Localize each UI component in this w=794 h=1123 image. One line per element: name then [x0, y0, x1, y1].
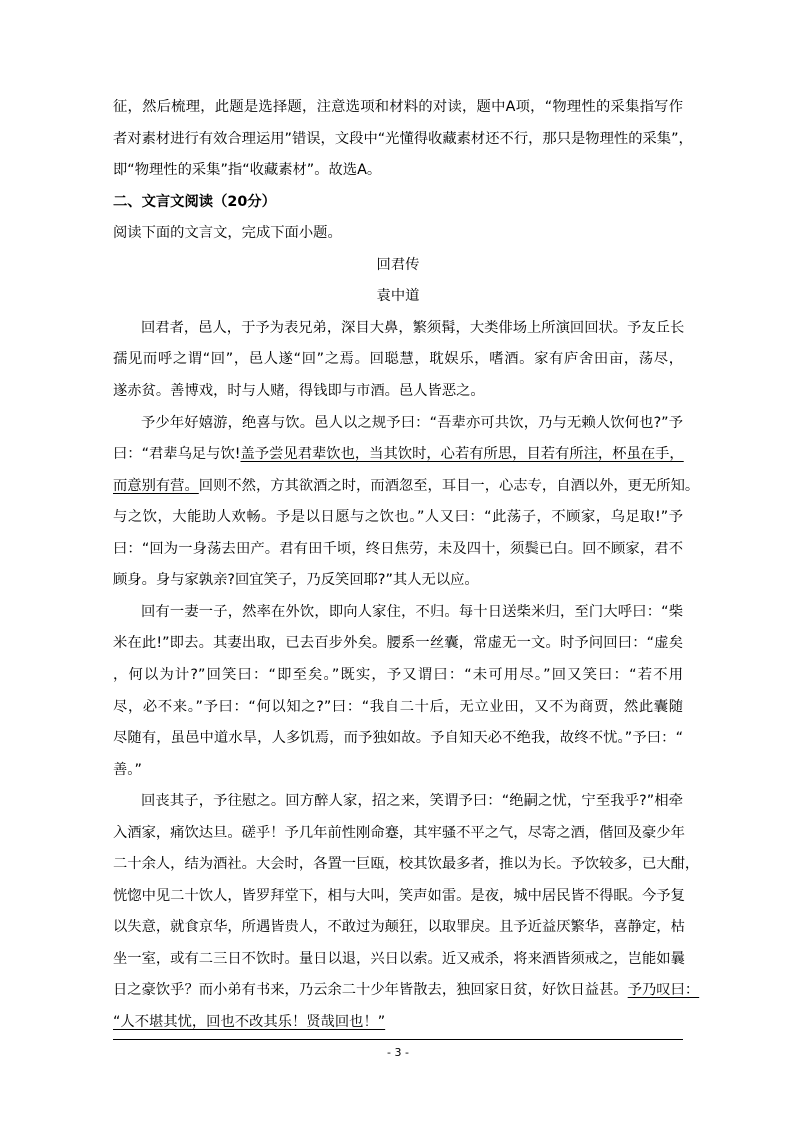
text-line: 遂赤贫。善博戏，时与人赌，得钱即与市酒。邑人皆恶之。: [113, 383, 485, 399]
text-line: 孺见而呼之谓“回”，邑人遂“回”之焉。回聪慧，耽娱乐，嗜酒。家有庐舍田亩，荡尽，: [113, 351, 683, 368]
text-line: 回丧其子，予往慰之。回方醉人家，招之来，笑谓予曰：“绝嗣之忧，宁至我乎?”相牵: [141, 793, 683, 810]
text-line: 顾身。身与家孰亲?回宜笑子，乃反笑回耶?”其人无以应。: [113, 572, 479, 589]
text-line: [113, 476, 700, 496]
text-line: [113, 980, 700, 1000]
section-heading: 二、文言文阅读（20分）: [113, 193, 276, 210]
underlined-sentence: 而意别有营。: [113, 477, 199, 494]
text-line: 二十余人，结为酒社。大会时，各置一巨瓯，校其饮最多者，推以为长。予饮较多，已大酣，: [113, 856, 700, 873]
text-line: 尽，必不来。”予曰：“何以知之?”曰：“我自二十后，无立业田，又不为商贾，然此囊随: [113, 698, 683, 715]
text-line: ，何以为计?”回笑曰：“即至矣。”既实，予又谓曰：“未可用尽。”回又笑曰：“若不用: [113, 666, 683, 683]
text-line: [113, 1012, 683, 1032]
underlined-sentence: 盖予尝见君辈饮也，当其饮时，心若有所思，目若有所注，杯虽在手，: [240, 446, 684, 463]
text-line: 与之饮，大能助人欢畅。予是以日愿与之饮也。”人又曰：“此荡子，不顾家，乌足取!”予: [113, 509, 683, 526]
text-line: 征，然后梳理，此题是选择题，注意选项和材料的对读，题中A项，“物理性的采集指写作: [113, 99, 683, 115]
page-number: - 3 -: [387, 1046, 409, 1059]
text-segment: 回则不然，方其欲酒之时，而酒忽至，耳目一，心志专，自酒以外，更无所知。: [198, 477, 700, 494]
text-segment: 日之豪饮乎？而小弟有书来，乃云余二十少年皆散去，独回家日贫，好饮日益甚。: [113, 982, 628, 999]
text-line: 曰：“回为一身荡去田产。君有田千顷，终日焦劳，未及四十，须鬓已白。回不顾家，君不: [113, 540, 683, 557]
passage-title: 回君传: [376, 256, 420, 273]
text-line: 以失意，就食京华，所遇皆贵人，不敢过为颠狂，以取罪戾。且予近益厌繁华，喜静定，枯: [113, 919, 685, 936]
text-line: 即“物理性的采集”指“收藏素材”。故选A。: [113, 162, 382, 179]
footer-rule: [113, 1039, 683, 1040]
text-line: 回君者，邑人，于予为表兄弟，深目大鼻，繁须髯，大类俳场上所演回回状。予友丘长: [141, 319, 685, 336]
text-line: 米在此!”即去。其妻出取，已去百步外矣。腰系一丝囊，常虚无一文。时予问回曰：“虚矣: [113, 635, 683, 652]
text-line: 坐一室，或有二三日不饮时。量日以退，兴日以索。近又戒杀，将来酒皆须戒之，岂能如曩: [113, 950, 685, 967]
text-line: 回有一妻一子，然率在外饮，即向人家住，不归。每十日送柴米归，至门大呼曰：“柴: [141, 603, 683, 620]
text-line: [113, 444, 683, 464]
passage-author: 袁中道: [376, 288, 420, 305]
text-line: 尽随有，虽邑中道水旱，人多饥焉，而予独如故。予自知天必不绝我，故终不忧。”予曰：“: [113, 730, 683, 746]
text-line: 入酒家，痛饮达旦。磋乎！予几年前性刚命蹇，其牢骚不平之气，尽寄之酒，偕回及豪少年: [113, 824, 685, 841]
text-line: 予少年好嬉游，绝喜与饮。邑人以之规予曰：“吾辈亦可共饮，乃与无赖人饮何也?”予: [141, 414, 683, 431]
instruction-text: 阅读下面的文言文，完成下面小题。: [113, 225, 342, 242]
underlined-sentence: “人不堪其忧，回也不改其乐！贤哉回也！”: [113, 1014, 386, 1030]
underlined-sentence: 予乃叹曰：: [627, 982, 700, 999]
text-line: 者对素材进行有效合理运用”错误，文段中“光懂得收藏素材还不行，那只是物理性的采集”，: [113, 130, 693, 147]
text-segment: 曰：“君辈乌足与饮!: [113, 446, 241, 463]
text-line: 善。”: [113, 761, 142, 778]
text-line: 恍惚中见二十饮人，皆罗拜堂下，相与大叫，笑声如雷。是夜，城中居民皆不得眠。今予复: [113, 887, 685, 904]
